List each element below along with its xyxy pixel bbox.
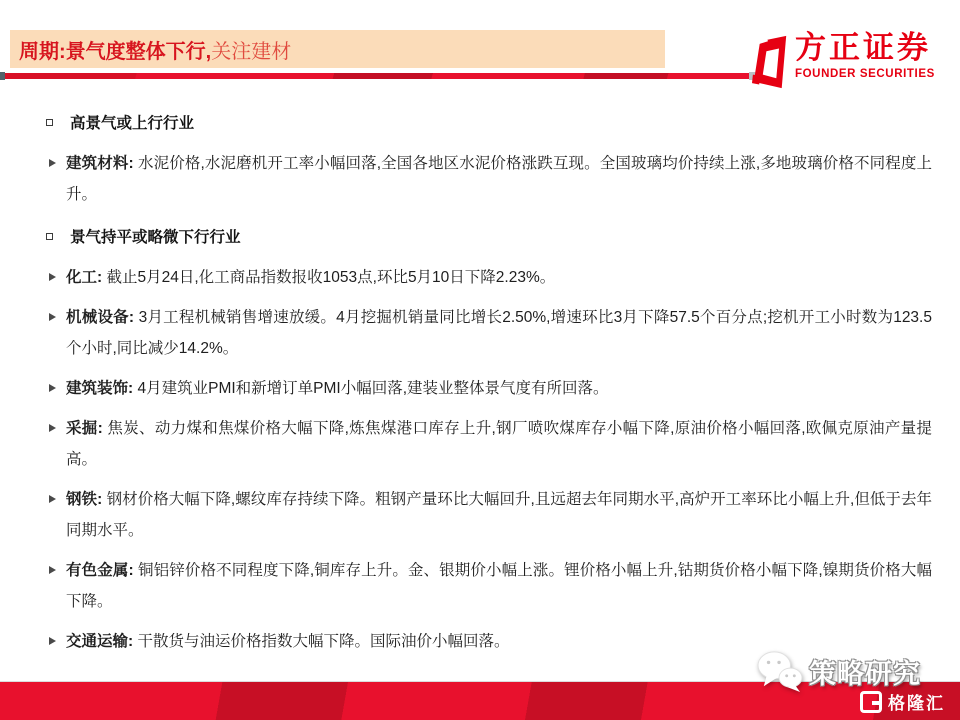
gelonghui-g-icon bbox=[860, 691, 882, 713]
watermark-text: 策略研究 bbox=[809, 658, 921, 689]
item-label: 有色金属: bbox=[66, 562, 134, 579]
item-label: 建筑材料: bbox=[66, 155, 134, 172]
list-item-nonferrous-metals bbox=[0, 555, 960, 617]
item-label: 机械设备: bbox=[66, 309, 135, 326]
founder-logo-text bbox=[795, 30, 935, 80]
arrow-bullet-icon bbox=[49, 495, 56, 503]
item-text: 4月建筑业PMI和新增订单PMI小幅回落,建装业整体景气度有所回落。 bbox=[137, 380, 609, 397]
section-heading-label: 高景气或上行行业 bbox=[70, 115, 195, 132]
item-text: 截止5月24日,化工商品指数报收1053点,环比5月10日下降2.23%。 bbox=[106, 269, 556, 286]
arrow-bullet-icon bbox=[49, 637, 56, 645]
founder-logo-icon bbox=[752, 34, 788, 90]
item-label: 钢铁: bbox=[66, 491, 103, 508]
founder-securities-logo bbox=[752, 30, 935, 90]
arrow-bullet-icon bbox=[49, 424, 56, 432]
list-item-chemicals bbox=[0, 262, 960, 293]
item-label: 采掘: bbox=[66, 420, 103, 437]
list-item-mining bbox=[0, 413, 960, 475]
item-label: 化工: bbox=[66, 269, 103, 286]
arrow-bullet-icon bbox=[49, 313, 56, 321]
list-item-construction-decoration bbox=[0, 373, 960, 404]
item-label: 建筑装饰: bbox=[66, 380, 134, 397]
item-text: 干散货与油运价格指数大幅下降。国际油价小幅回落。 bbox=[137, 633, 510, 650]
wechat-watermark bbox=[756, 650, 921, 692]
arrow-bullet-icon bbox=[49, 566, 56, 574]
list-item-machinery bbox=[0, 302, 960, 364]
square-bullet-icon bbox=[46, 119, 53, 126]
item-text: 铜铝锌价格不同程度下降,铜库存上升。金、银期价小幅上涨。锂价格小幅上升,钴期货价格小幅下降,镍期货价格大幅下降。 bbox=[66, 562, 932, 610]
slide-title-main: 周期:景气度整体下行, bbox=[19, 40, 212, 63]
item-text: 焦炭、动力煤和焦煤价格大幅下降,炼焦煤港口库存上升,钢厂喷吹煤库存小幅下降,原油价格小幅回落,欧佩克原油产量提高。 bbox=[66, 420, 932, 468]
item-label: 交通运输: bbox=[66, 633, 134, 650]
founder-logo-en: FOUNDER SECURITIES bbox=[795, 68, 935, 80]
gelonghui-text: 格隆汇 bbox=[888, 694, 945, 713]
square-bullet-icon bbox=[46, 233, 53, 240]
list-item-steel bbox=[0, 484, 960, 546]
header-divider bbox=[0, 73, 758, 79]
divider-left-cap bbox=[0, 72, 5, 80]
item-text: 钢材价格大幅下降,螺纹库存持续下降。粗钢产量环比大幅回升,且远超去年同期水平,高炉开工率环比小幅上升,但低于去年同期水平。 bbox=[66, 491, 933, 539]
section-heading-uptrend bbox=[0, 108, 960, 139]
item-text: 3月工程机械销售增速放缓。4月挖掘机销量同比增长2.50%,增速环比3月下降57.5个百分点;挖机开工小时数为123.5个小时,同比减少14.2%。 bbox=[66, 309, 932, 357]
slide-title-sub: 关注建材 bbox=[211, 40, 292, 63]
arrow-bullet-icon bbox=[49, 384, 56, 392]
wechat-icon bbox=[756, 650, 804, 692]
slide-content bbox=[0, 96, 960, 666]
gelonghui-logo bbox=[860, 689, 945, 714]
arrow-bullet-icon bbox=[49, 159, 56, 167]
title-bar bbox=[10, 30, 665, 68]
list-item-building-materials bbox=[0, 148, 960, 210]
founder-logo-cn: 方正证券 bbox=[795, 30, 931, 65]
section-heading-flat-or-down bbox=[0, 222, 960, 253]
item-text: 水泥价格,水泥磨机开工率小幅回落,全国各地区水泥价格涨跌互现。全国玻璃均价持续上涨,多地玻璃价格不同程度上升。 bbox=[66, 155, 932, 203]
section-heading-label: 景气持平或略微下行行业 bbox=[70, 229, 241, 246]
arrow-bullet-icon bbox=[49, 273, 56, 281]
